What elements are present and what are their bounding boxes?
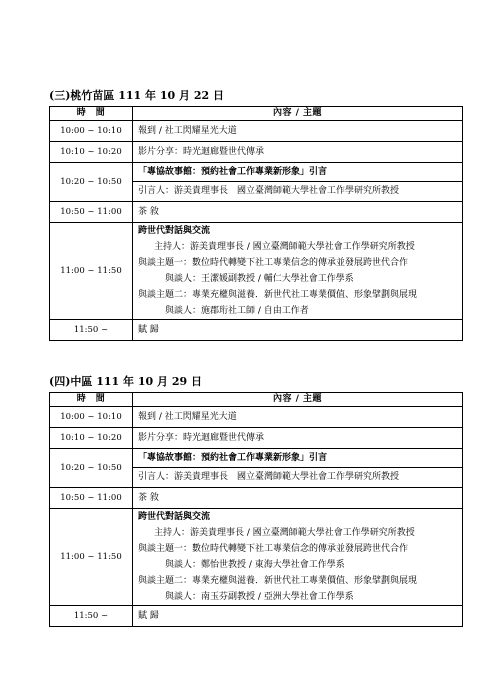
schedule-table (49, 106, 463, 341)
dialogue-topic-1: 與談主題一：數位時代轉變下社工專業信念的傳承並發展跨世代合作 (138, 544, 409, 554)
row-time: 11:50 ~ (50, 606, 133, 627)
row-content: 茶 敘 (133, 488, 463, 509)
header-content: 內容 / 主題 (133, 107, 463, 121)
row-content: 賦 歸 (133, 320, 463, 341)
schedule-table (49, 392, 463, 627)
table-row (50, 449, 463, 488)
table-header-row (50, 393, 463, 407)
row-content: 報到 / 社工閃耀星光大道 (133, 407, 463, 428)
section-title: (三)桃竹苗區 111 年 10 月 22 日 (49, 89, 224, 102)
schedule-section-taozhumiao (49, 89, 462, 341)
header-time: 時 間 (50, 393, 133, 407)
schedule-section-central (49, 375, 462, 627)
row-content: 賦 歸 (133, 606, 463, 627)
table-row (50, 223, 463, 320)
dialogue-speaker-1: 與談人：王潔媛副教授 / 輔仁大學社會工作學系 (165, 274, 354, 284)
dialogue-host: 主持人：游美貴理事長 / 國立臺灣師範大學社會工作學研究所教授 (154, 242, 415, 252)
row-content (133, 223, 463, 320)
row-time: 10:10 ~ 10:20 (50, 142, 133, 163)
row-content (133, 163, 463, 202)
row-time: 10:50 ~ 11:00 (50, 202, 133, 223)
row-content (133, 509, 463, 606)
table-row (50, 121, 463, 142)
dialogue-speaker-1: 與談人：鄭怡世教授 / 東海大學社會工作學系 (165, 560, 345, 570)
table-row (50, 428, 463, 449)
row-content (133, 449, 463, 488)
dialogue-speaker-2: 與談人：施郡珩社工師 / 自由工作者 (165, 306, 309, 316)
row-time: 11:50 ~ (50, 320, 133, 341)
table-header-row (50, 107, 463, 121)
row-time: 11:00 ~ 11:50 (50, 223, 133, 320)
dialogue-title: 跨世代對話與交流 (138, 226, 211, 236)
row-time: 11:00 ~ 11:50 (50, 509, 133, 606)
dialogue-title: 跨世代對話與交流 (138, 512, 211, 522)
row-content: 影片分享：時光迴廊暨世代傳承 (133, 142, 463, 163)
row-time: 10:10 ~ 10:20 (50, 428, 133, 449)
row-time: 10:00 ~ 10:10 (50, 407, 133, 428)
row-content: 影片分享：時光迴廊暨世代傳承 (133, 428, 463, 449)
row-time: 10:20 ~ 10:50 (50, 449, 133, 488)
row-time: 10:50 ~ 11:00 (50, 488, 133, 509)
table-row (50, 509, 463, 606)
table-row (50, 163, 463, 202)
row-speaker: 引言人：游美貴理事長 國立臺灣師範大學社會工作學研究所教授 (133, 467, 462, 487)
dialogue-topic-2: 與談主題二：專業充權與滋養．新世代社工專業價值、形象擘劃與展現 (138, 290, 418, 300)
table-row (50, 407, 463, 428)
header-time: 時 間 (50, 107, 133, 121)
dialogue-speaker-2: 與談人：南玉芬副教授 / 亞洲大學社會工作學系 (165, 592, 354, 602)
header-content: 內容 / 主題 (133, 393, 463, 407)
dialogue-host: 主持人：游美貴理事長 / 國立臺灣師範大學社會工作學研究所教授 (154, 528, 415, 538)
row-time: 10:20 ~ 10:50 (50, 163, 133, 202)
table-row (50, 606, 463, 627)
table-row (50, 202, 463, 223)
dialogue-topic-2: 與談主題二：專業充權與滋養．新世代社工專業價值、形象擘劃與展現 (138, 576, 418, 586)
row-topic: 「專協故事館：預約社會工作專業新形象」引言 (138, 167, 328, 177)
row-content: 報到 / 社工閃耀星光大道 (133, 121, 463, 142)
row-time: 10:00 ~ 10:10 (50, 121, 133, 142)
row-speaker: 引言人：游美貴理事長 國立臺灣師範大學社會工作學研究所教授 (133, 181, 462, 201)
row-topic: 「專協故事館：預約社會工作專業新形象」引言 (138, 453, 328, 463)
table-row (50, 142, 463, 163)
section-title: (四)中區 111 年 10 月 29 日 (49, 375, 202, 388)
table-row (50, 320, 463, 341)
dialogue-topic-1: 與談主題一：數位時代轉變下社工專業信念的傳承並發展跨世代合作 (138, 258, 409, 268)
table-row (50, 488, 463, 509)
row-content: 茶 敘 (133, 202, 463, 223)
